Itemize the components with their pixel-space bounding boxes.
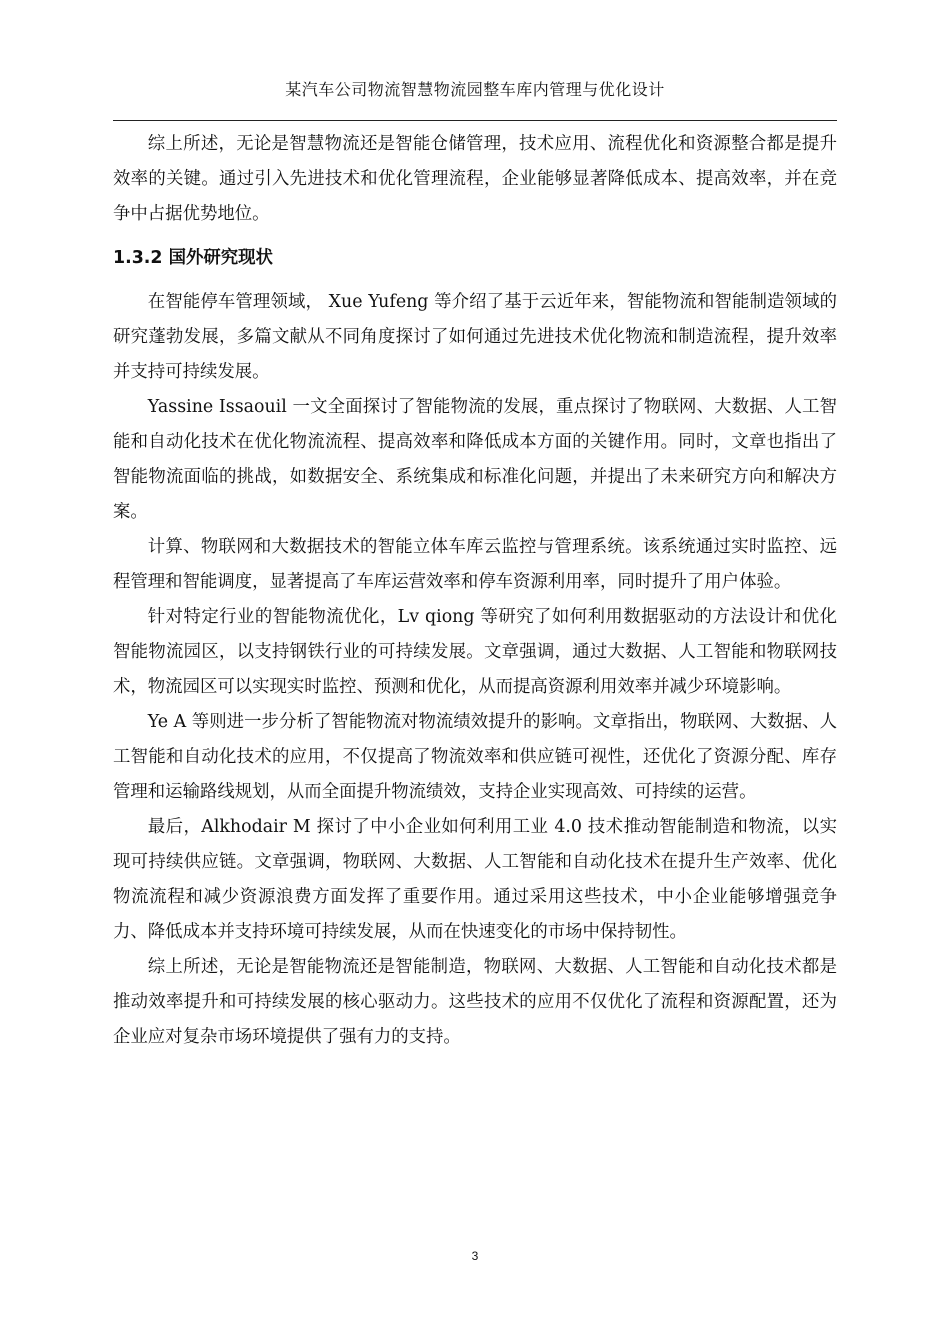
paragraph-summary-foreign: 综上所述，无论是智能物流还是智能制造，物联网、大数据、人工智能和自动化技术都是推动效率提升和可持续发展的核心驱动力。这些技术的应用不仅优化了流程和资源配置，还为企业应对复杂市场环境提供了强有力的支持。 [113,957,837,1047]
header-rule [113,120,837,121]
running-header: 某汽车公司物流智慧物流园整车库内管理与优化设计 [285,80,665,99]
paragraph-yassine: Yassine Issaouil 一文全面探讨了智能物流的发展，重点探讨了物联网、大数据、人工智能和自动化技术在优化物流流程、提高效率和降低成本方面的关键作用。同时，文章也指出了智能物流面临的挑战，如数据安全、系统集成和标准化问题，并提出了未来研究方向和解决方案。 [113,397,837,522]
paragraph-garage-system: 计算、物联网和大数据技术的智能立体车库云监控与管理系统。该系统通过实时监控、远程管理和智能调度，显著提高了车库运营效率和停车资源利用率，同时提升了用户体验。 [113,537,837,592]
paragraph-ye-a: Ye A 等则进一步分析了智能物流对物流绩效提升的影响。文章指出，物联网、大数据、人工智能和自动化技术的应用，不仅提高了物流效率和供应链可视性，还优化了资源分配、库存管理和运输路线规划，从而全面提升物流绩效，支持企业实现高效、可持续的运营。 [113,712,837,802]
paragraph-summary-domestic: 综上所述，无论是智慧物流还是智能仓储管理，技术应用、流程优化和资源整合都是提升效率的关键。通过引入先进技术和优化管理流程，企业能够显著降低成本、提高效率，并在竞争中占据优势地位。 [113,134,837,224]
paragraph-alkhodair: 最后，Alkhodair M 探讨了中小企业如何利用工业 4.0 技术推动智能制造和物流，以实现可持续供应链。文章强调，物联网、大数据、人工智能和自动化技术在提升生产效率、优化物流流程和减少资源浪费方面发挥了重要作用。通过采用这些技术，中小企业能够增强竞争力、降低成本并支持环境可持续发展，从而在快速变化的市场中保持韧性。 [113,817,837,942]
body-text [113,127,837,1055]
section-heading: 1.3.2 国外研究现状 [113,248,273,268]
paragraph-xue-yufeng: 在智能停车管理领域， Xue Yufeng 等介绍了基于云近年来，智能物流和智能制造领域的研究蓬勃发展，多篇文献从不同角度探讨了如何通过先进技术优化物流和制造流程，提升效率并支持可持续发展。 [113,292,837,382]
page-number: 3 [471,1249,479,1263]
paragraph-lv-qiong: 针对特定行业的智能物流优化，Lv qiong 等研究了如何利用数据驱动的方法设计和优化智能物流园区，以支持钢铁行业的可持续发展。文章强调，通过大数据、人工智能和物联网技术，物流园区可以实现实时监控、预测和优化，从而提高资源利用效率并减少环境影响。 [113,607,837,697]
